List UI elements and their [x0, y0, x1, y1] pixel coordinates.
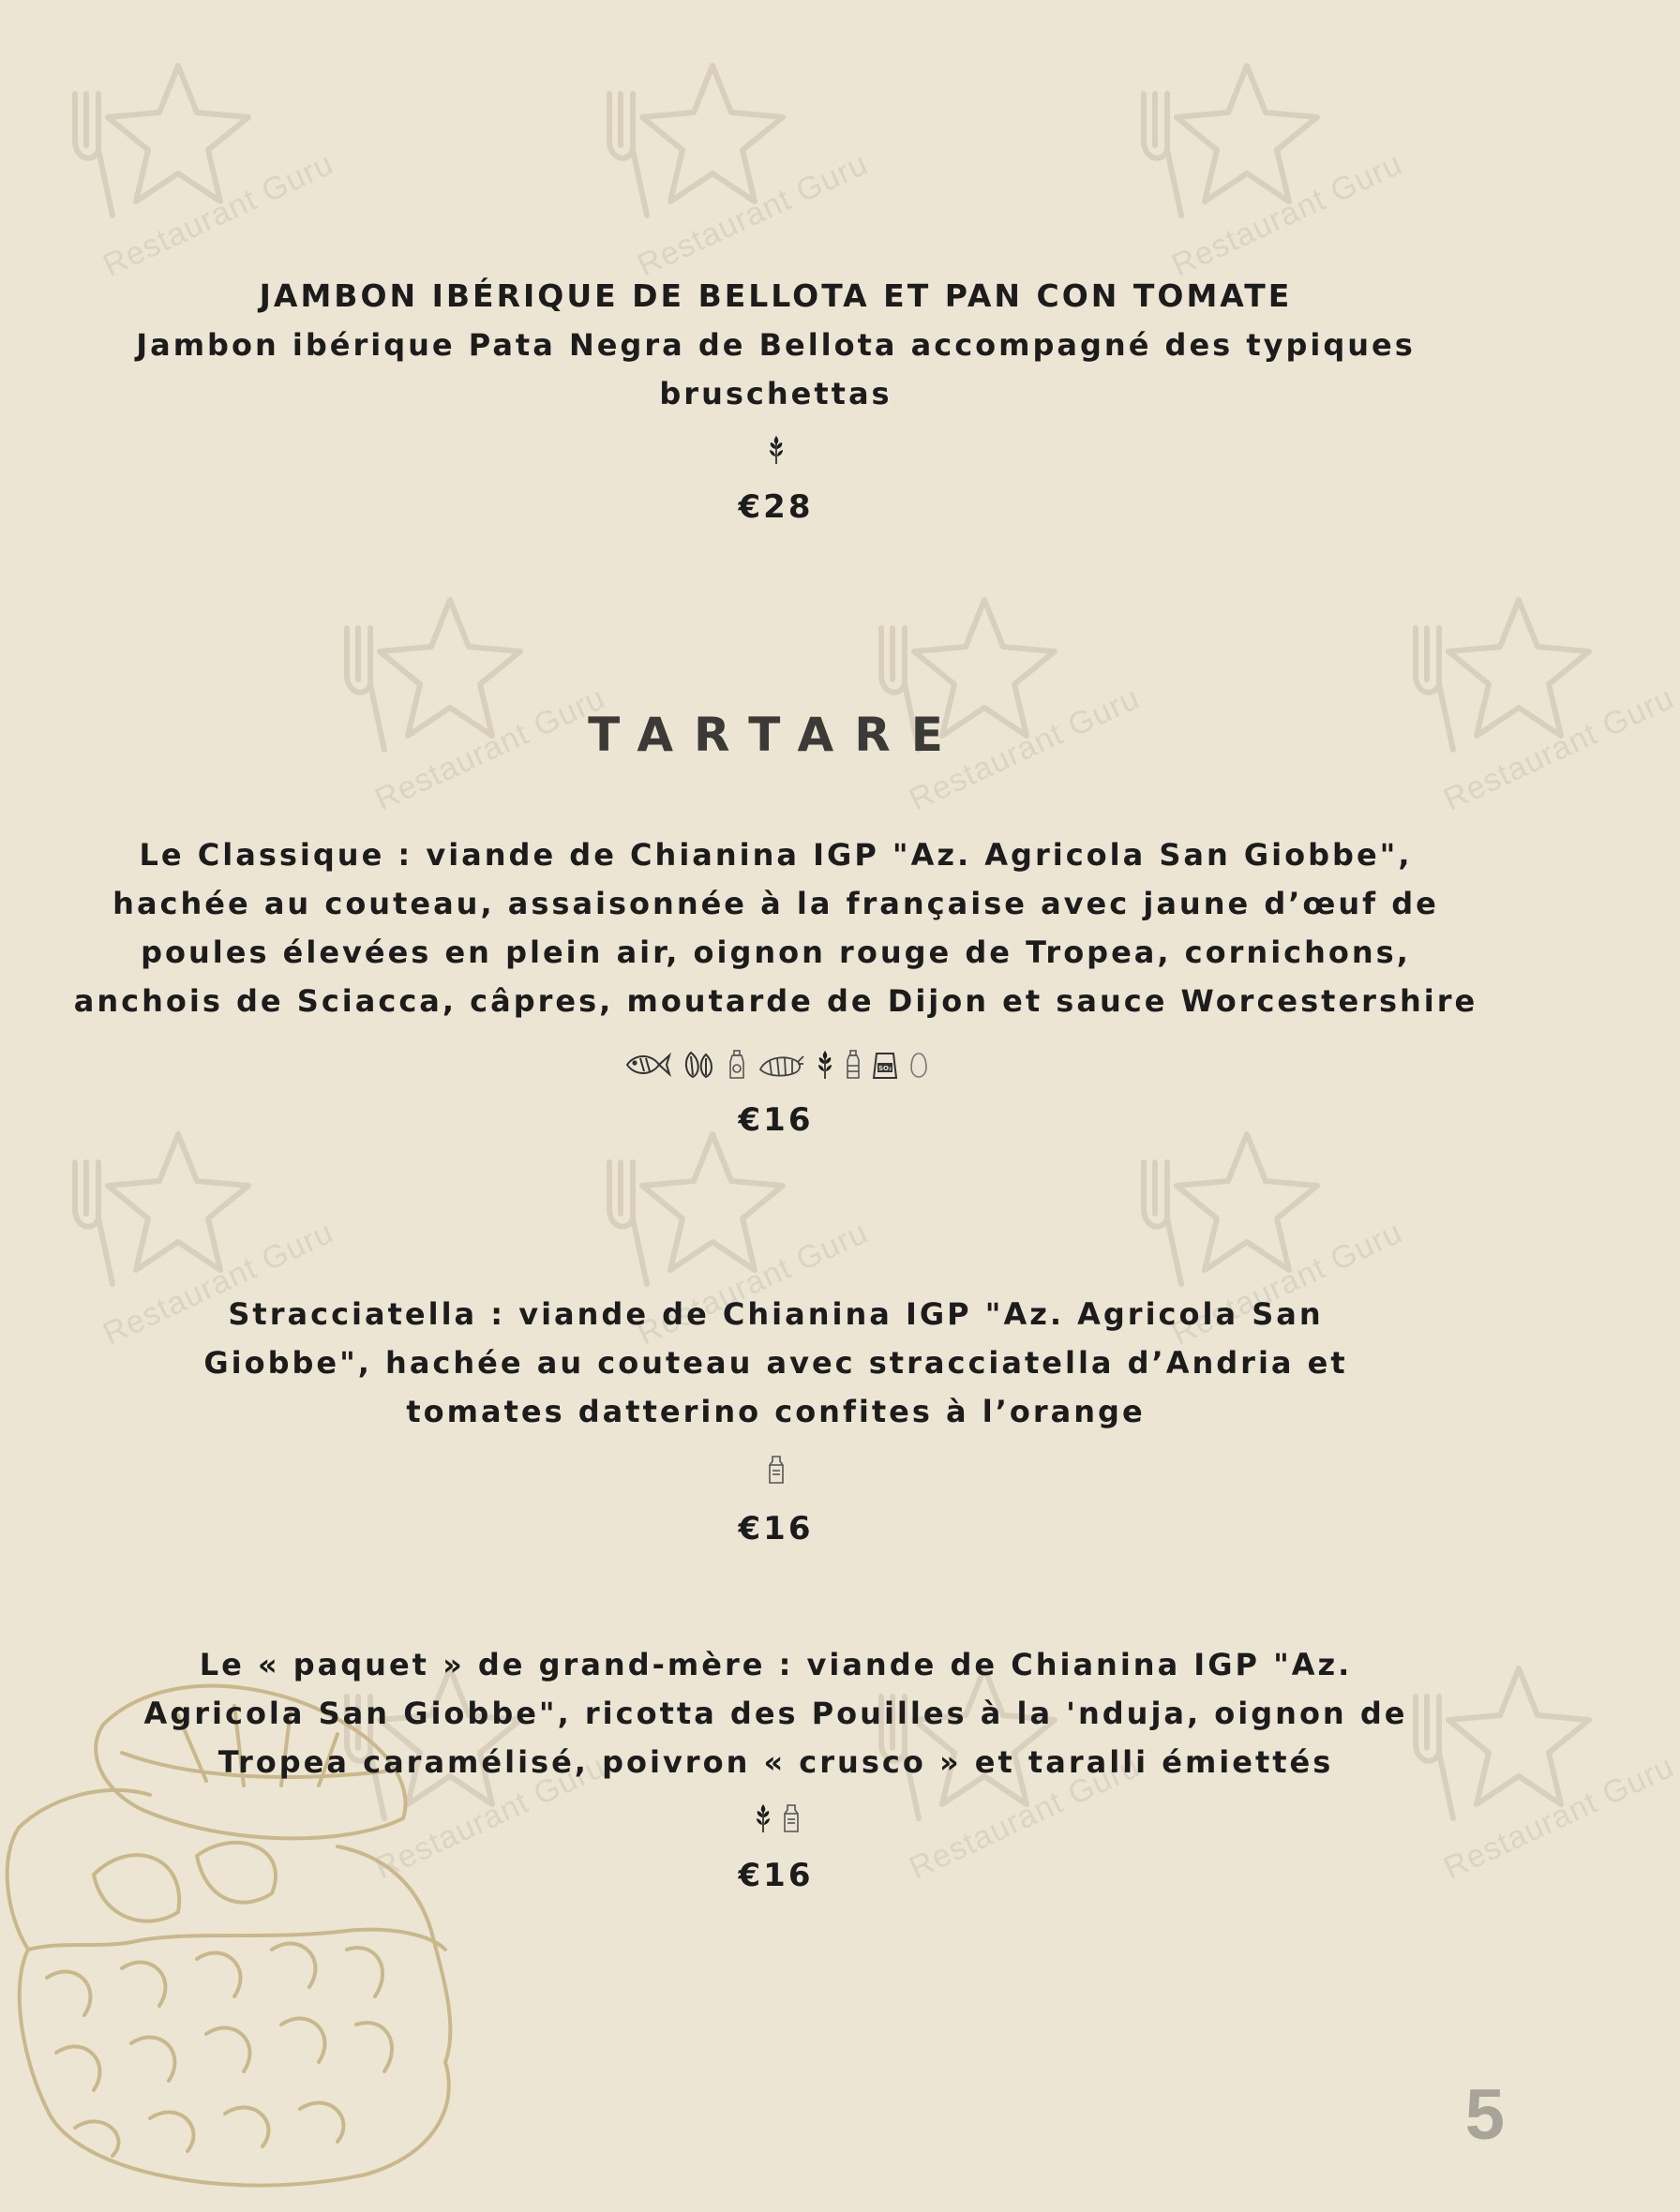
item-title: JAMBON IBÉRIQUE DE BELLOTA ET PAN CON TOMATE — [259, 277, 1293, 314]
egg-icon — [908, 1051, 929, 1079]
item-description-line: Le Classique : viande de Chianina IGP "Az. Agricola San Giobbe", — [139, 837, 1413, 873]
gluten-icon — [815, 1049, 835, 1081]
watermark-text: Restaurant Guru — [1166, 145, 1408, 284]
gluten-icon — [766, 434, 787, 466]
item-description-line: Stracciatella : viande de Chianina IGP "Az. Agricola San — [228, 1296, 1324, 1332]
watermark — [591, 56, 874, 284]
allergen-icons — [0, 1449, 1552, 1490]
watermark-text: Restaurant Guru — [98, 145, 339, 284]
sulphites-icon — [871, 1050, 899, 1080]
menu-item-classique — [0, 830, 1552, 1143]
allergen-icons — [0, 429, 1552, 471]
item-price: €28 — [738, 488, 814, 526]
menu-item-stracciatella — [0, 1290, 1552, 1552]
watermark — [56, 56, 339, 284]
fish-icon — [623, 1051, 672, 1079]
item-description-line: tomates datterino confites à l’orange — [406, 1394, 1146, 1429]
item-description-line: Le « paquet » de grand-mère : viande de Chianina IGP "Az. — [199, 1647, 1353, 1682]
watermark-text: Restaurant Guru — [369, 680, 611, 818]
menu-item-paquet — [0, 1640, 1552, 1899]
item-price: €16 — [738, 1857, 814, 1894]
allergen-icons — [0, 1044, 1552, 1085]
watermark-text: Restaurant Guru — [904, 1748, 1146, 1887]
item-description-line: Jambon ibérique Pata Negra de Bellota accompagné des typiques — [136, 327, 1416, 363]
item-price: €16 — [738, 1101, 814, 1139]
gluten-icon — [753, 1802, 773, 1834]
menu-item-jambon — [0, 272, 1552, 531]
item-description-line: anchois de Sciacca, câpres, moutarde de Dijon et sauce Worcestershire — [73, 983, 1478, 1019]
item-description-line: Giobbe", hachée au couteau avec stracciatella d’Andria et — [203, 1345, 1348, 1381]
svg-text:SO₂: SO₂ — [878, 1065, 892, 1072]
watermark-text: Restaurant Guru — [632, 1214, 874, 1353]
item-description-line: hachée au couteau, assaisonnée à la française avec jaune d’œuf de — [112, 886, 1439, 921]
item-description-line: Agricola San Giobbe", ricotta des Pouilles à la 'nduja, oignon de — [143, 1696, 1408, 1731]
item-description-line: bruschettas — [659, 376, 892, 411]
watermark-text: Restaurant Guru — [904, 680, 1146, 818]
milk-icon — [783, 1802, 800, 1834]
milk-icon — [768, 1454, 785, 1486]
shellfish-icon — [757, 1051, 805, 1079]
item-description-line: poules élevées en plein air, oignon rouge de Tropea, cornichons, — [141, 934, 1411, 970]
section-title: TARTARE — [588, 708, 964, 762]
mustard-icon — [727, 1049, 747, 1081]
watermark-text: Restaurant Guru — [1438, 680, 1680, 818]
watermark-text: Restaurant Guru — [98, 1214, 339, 1353]
watermark-text: Restaurant Guru — [632, 145, 874, 284]
watermark-text: Restaurant Guru — [369, 1748, 611, 1887]
celery-icon — [845, 1049, 862, 1081]
watermark-text: Restaurant Guru — [1438, 1748, 1680, 1887]
page-number: 5 — [1464, 2075, 1505, 2155]
nuts-icon — [682, 1049, 717, 1081]
watermark-text: Restaurant Guru — [1166, 1214, 1408, 1353]
watermark — [1125, 56, 1408, 284]
item-price: €16 — [738, 1510, 814, 1547]
allergen-icons — [0, 1798, 1552, 1839]
item-description-line: Tropea caramélisé, poivron « crusco » et taralli émiettés — [218, 1744, 1334, 1780]
